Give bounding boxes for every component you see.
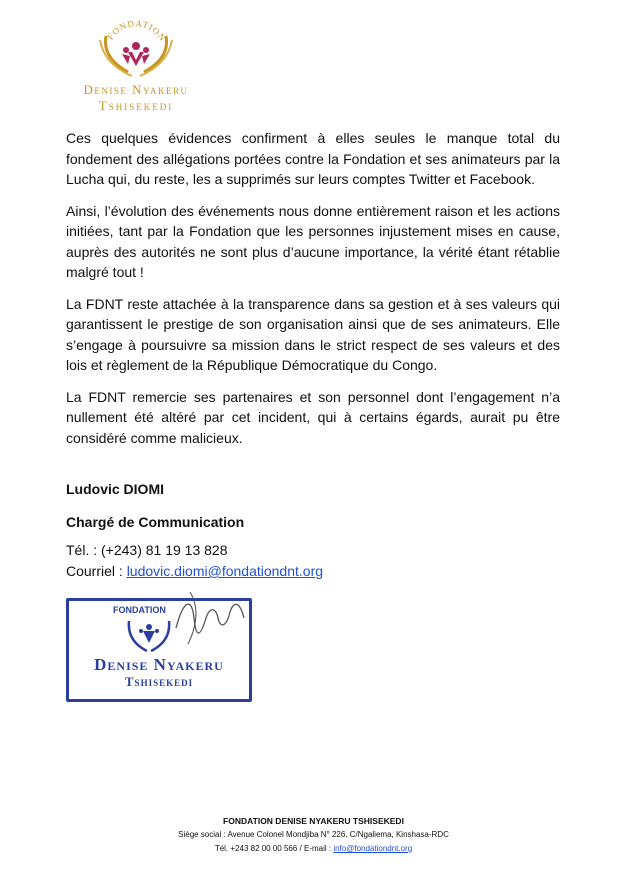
svg-text:FONDATION [105,18,168,43]
email-label: Courriel : [66,563,127,579]
footer-title: FONDATION DENISE NYAKERU TSHISEKEDI [223,816,404,826]
page-footer [0,814,627,856]
email-link[interactable]: ludovic.diomi@fondationdnt.org [126,563,324,579]
footer-contact: Tél. +243 82 00 00 566 / E-mail : [214,844,334,853]
footer-contact-line [0,842,627,856]
signer-role: Chargé de Communication [66,514,245,530]
paragraph-3: La FDNT reste attachée à la transparence dans sa gestion et à ses valeurs qui garantissent le prestige de son organisation ainsi que de ses animateurs. Elle s’engage à poursuivre sa mission dans le strict respect de ses valeurs et des lois et règlement de la République Démocratique du Congo. [66,295,560,373]
signer-name: Ludovic DIOMI [66,481,164,497]
letter-body [66,128,560,459]
logo-name-line1: Denise Nyakeru [83,82,189,97]
stamp-fondation-text: FONDATION [113,605,166,615]
paragraph-2: Ainsi, l’évolution des événements nous donne entièrement raison et les actions initiées, tant par la Fondation que les personnes injustement mises en cause, auprès des autorités ne sont plus d’aucune importance, la vérité étant rétablie malgré tout ! [66,202,560,280]
stamp-name-line1: Denise Nyakeru [94,655,224,674]
logo-name-line2: Tshisekedi [98,98,174,113]
footer-email-link[interactable]: info@fondationdnt.org [333,844,413,853]
signer-phone: Tél. : (+243) 81 19 13 828 [66,542,228,558]
stamp-name-line2: Tshisekedi [124,674,194,689]
handwritten-signature-icon [170,588,250,648]
logo-emblem-icon [88,6,184,80]
footer-address: Siège social : Avenue Colonel Mondjiba N° 226, C/Ngaliema, Kinshasa-RDC [178,830,449,839]
paragraph-4: La FDNT remercie ses partenaires et son personnel dont l’engagement n’a nullement été altéré par cet incident, qui à certains égards, aurait pu être considéré comme malicieux. [66,388,560,446]
logo-fondation-text: FONDATION [105,18,169,44]
foundation-logo [66,6,206,113]
signer-email-line [66,563,323,579]
paragraph-1: Ces quelques évidences confirment à elles seules le manque total du fondement des allégations portées contre la Fondation et ses animateurs par la Lucha qui, du reste, les a supprimés sur leurs comptes Twitter et Facebook. [66,130,560,187]
